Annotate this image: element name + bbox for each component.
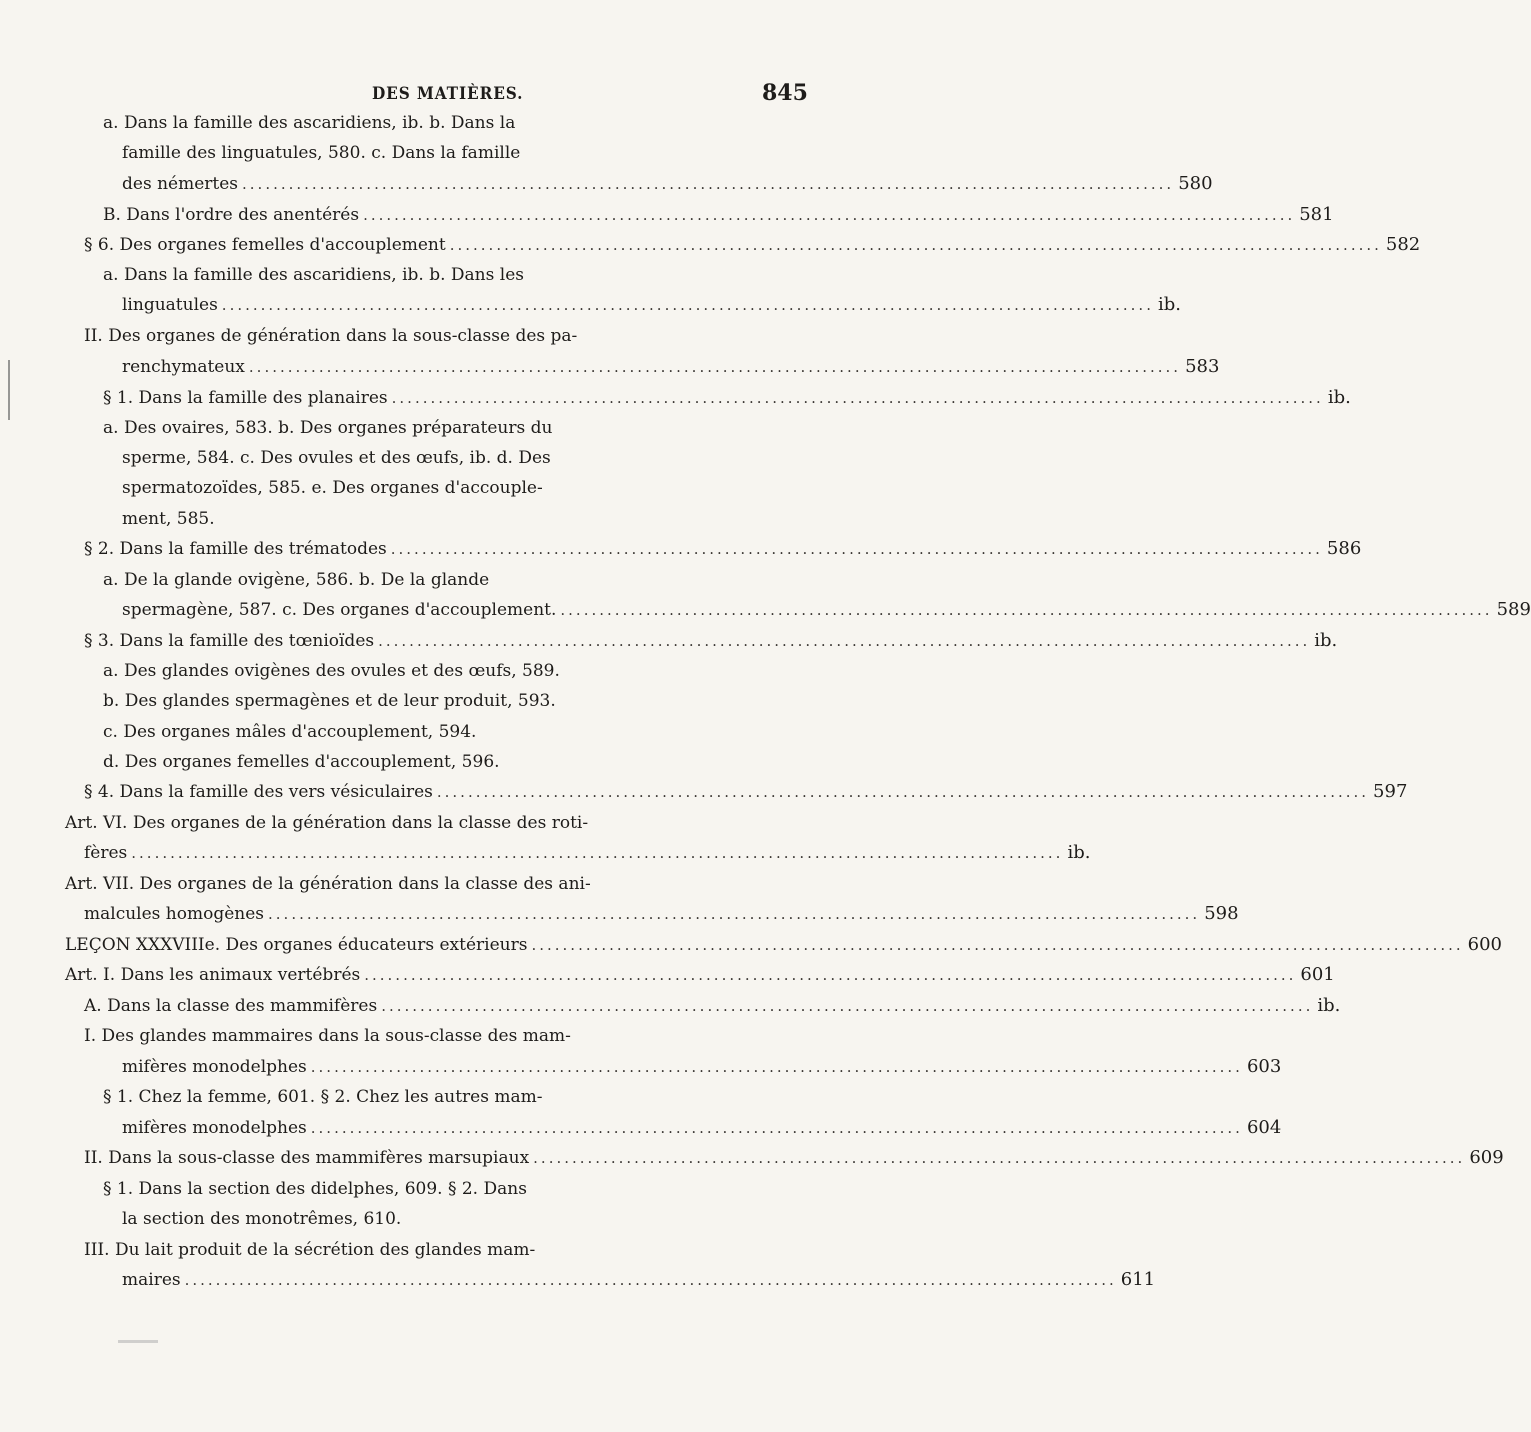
toc-entry-text: § 1. Dans la famille des planaires	[103, 388, 388, 408]
dot-leader: ........................................................................................................................	[131, 844, 1064, 862]
toc-line	[84, 630, 1338, 654]
toc-page-ref: 597	[1373, 781, 1408, 802]
dot-leader: ........................................................................................................................	[381, 997, 1314, 1015]
toc-entry-text: mifères monodelphes	[122, 1118, 307, 1138]
dot-leader: ........................................................................................................................	[449, 236, 1382, 254]
dot-leader: ........................................................................................................................	[533, 1149, 1466, 1167]
toc-line	[122, 294, 1181, 318]
toc-line: Art. VI. Des organes de la génération dans la classe des roti-	[65, 813, 589, 833]
dot-leader: ........................................................................................................................	[310, 1058, 1243, 1076]
toc-line: Art. VII. Des organes de la génération dans la classe des ani-	[65, 874, 591, 894]
toc-page-ref: ib.	[1317, 995, 1341, 1016]
toc-entry-text: renchymateux	[122, 357, 245, 377]
toc-line	[122, 356, 1220, 380]
toc-entry-text: II. Dans la sous-classe des mammifères marsupiaux	[84, 1148, 530, 1168]
toc-line	[122, 599, 1531, 623]
toc-line	[84, 538, 1362, 562]
running-title: DES MATIÈRES.	[372, 84, 524, 104]
toc-page-ref: 589	[1496, 599, 1531, 620]
toc-line: a. De la glande ovigène, 586. b. De la glande	[103, 570, 490, 590]
toc-line: spermatozoïdes, 585. e. Des organes d'accouple-	[122, 478, 543, 498]
toc-page-ref: 598	[1204, 903, 1239, 924]
dot-leader: ........................................................................................................................	[310, 1119, 1243, 1137]
toc-line	[84, 903, 1239, 927]
toc-entry-text: B. Dans l'ordre des anentérés	[103, 205, 360, 225]
dot-leader: ........................................................................................................................	[531, 936, 1464, 954]
toc-line: § 1. Chez la femme, 601. § 2. Chez les autres mam-	[103, 1087, 543, 1107]
toc-entry-text: des némertes	[122, 174, 239, 194]
dot-leader: ........................................................................................................................	[378, 632, 1311, 650]
dot-leader: ........................................................................................................................	[391, 389, 1324, 407]
toc-line	[84, 234, 1421, 258]
toc-line	[122, 1056, 1282, 1080]
toc-page-ref: 586	[1326, 538, 1362, 559]
toc-line: ment, 585.	[122, 509, 215, 529]
page-header	[0, 80, 808, 110]
toc-line: a. Dans la famille des ascaridiens, ib. b. Dans les	[103, 265, 524, 285]
toc-page-ref: 611	[1120, 1269, 1156, 1290]
toc-entry-text: A. Dans la classe des mammifères	[84, 996, 378, 1016]
dot-leader: ........................................................................................................................	[560, 601, 1493, 619]
toc-line: d. Des organes femelles d'accouplement, 596.	[103, 752, 500, 772]
toc-page-ref: ib.	[1327, 387, 1351, 408]
dot-leader: ........................................................................................................................	[363, 206, 1296, 224]
toc-entry-text: § 2. Dans la famille des trématodes	[84, 539, 387, 559]
page-number: 845	[762, 80, 808, 106]
scan-smudge	[118, 1340, 158, 1343]
dot-leader: ........................................................................................................................	[221, 296, 1154, 314]
toc-page-ref: 583	[1185, 356, 1220, 377]
toc-page-ref: 582	[1385, 234, 1421, 255]
toc-entry-text: maires	[122, 1270, 181, 1290]
toc-page-ref: ib.	[1157, 294, 1181, 315]
toc-entry-text: malcules homogènes	[84, 904, 265, 924]
dot-leader: ........................................................................................................................	[390, 540, 1323, 558]
toc-page-ref: 603	[1246, 1056, 1282, 1077]
scan-margin-mark	[8, 360, 10, 420]
toc-page-ref: 609	[1469, 1147, 1504, 1168]
toc-line	[84, 1147, 1504, 1171]
toc-page-ref: ib.	[1314, 630, 1338, 651]
toc-entry-text: LEÇON XXXVIIIe. Des organes éducateurs extérieurs	[65, 935, 528, 955]
toc-entry-text: § 4. Dans la famille des vers vésiculaires	[84, 782, 433, 802]
toc-entry-text: Art. I. Dans les animaux vertébrés	[65, 965, 361, 985]
toc-page-ref: ib.	[1067, 842, 1091, 863]
toc-line	[122, 1269, 1156, 1293]
toc-line: c. Des organes mâles d'accouplement, 594.	[103, 722, 477, 742]
toc-line	[122, 173, 1213, 197]
toc-line: b. Des glandes spermagènes et de leur produit, 593.	[103, 691, 556, 711]
toc-entry-text: fères	[84, 843, 128, 863]
toc-line	[84, 842, 1091, 866]
toc-page-ref: 601	[1300, 964, 1335, 985]
toc-line: II. Des organes de génération dans la sous-classe des pa-	[84, 326, 578, 346]
toc-line	[84, 995, 1341, 1019]
toc-page-ref: 600	[1467, 934, 1502, 955]
toc-line: famille des linguatules, 580. c. Dans la famille	[122, 143, 521, 163]
toc-line: sperme, 584. c. Des ovules et des œufs, ib. d. Des	[122, 448, 551, 468]
toc-entry-text: mifères monodelphes	[122, 1057, 307, 1077]
toc-line: a. Des glandes ovigènes des ovules et des œufs, 589.	[103, 661, 560, 681]
dot-leader: ........................................................................................................................	[248, 358, 1182, 376]
dot-leader: ........................................................................................................................	[268, 905, 1201, 923]
toc-line: la section des monotrêmes, 610.	[122, 1209, 402, 1229]
toc-entry-text: § 3. Dans la famille des tœnioïdes	[84, 631, 375, 651]
toc-line: § 1. Dans la section des didelphes, 609. § 2. Dans	[103, 1179, 527, 1199]
toc-entry-text: linguatules	[122, 295, 218, 315]
toc-line	[103, 387, 1351, 411]
toc-page-ref: 580	[1178, 173, 1213, 194]
dot-leader: ........................................................................................................................	[436, 783, 1370, 801]
dot-leader: ........................................................................................................................	[364, 966, 1297, 984]
toc-line	[65, 964, 1335, 988]
toc-page-ref: 581	[1299, 204, 1334, 225]
toc-line	[122, 1117, 1282, 1141]
dot-leader: ........................................................................................................................	[184, 1271, 1117, 1289]
toc-page-ref: 604	[1246, 1117, 1282, 1138]
toc-line	[103, 204, 1334, 228]
toc-entry-text: § 6. Des organes femelles d'accouplement	[84, 235, 446, 255]
toc-line	[65, 934, 1502, 958]
toc-line: III. Du lait produit de la sécrétion des glandes mam-	[84, 1240, 536, 1260]
toc-line	[84, 781, 1408, 805]
toc-line: a. Dans la famille des ascaridiens, ib. b. Dans la	[103, 113, 516, 133]
toc-entry-text: spermagène, 587. c. Des organes d'accouplement.	[122, 600, 557, 620]
dot-leader: ........................................................................................................................	[242, 175, 1175, 193]
toc-line: a. Des ovaires, 583. b. Des organes préparateurs du	[103, 418, 553, 438]
toc-line: I. Des glandes mammaires dans la sous-classe des mam-	[84, 1026, 571, 1046]
